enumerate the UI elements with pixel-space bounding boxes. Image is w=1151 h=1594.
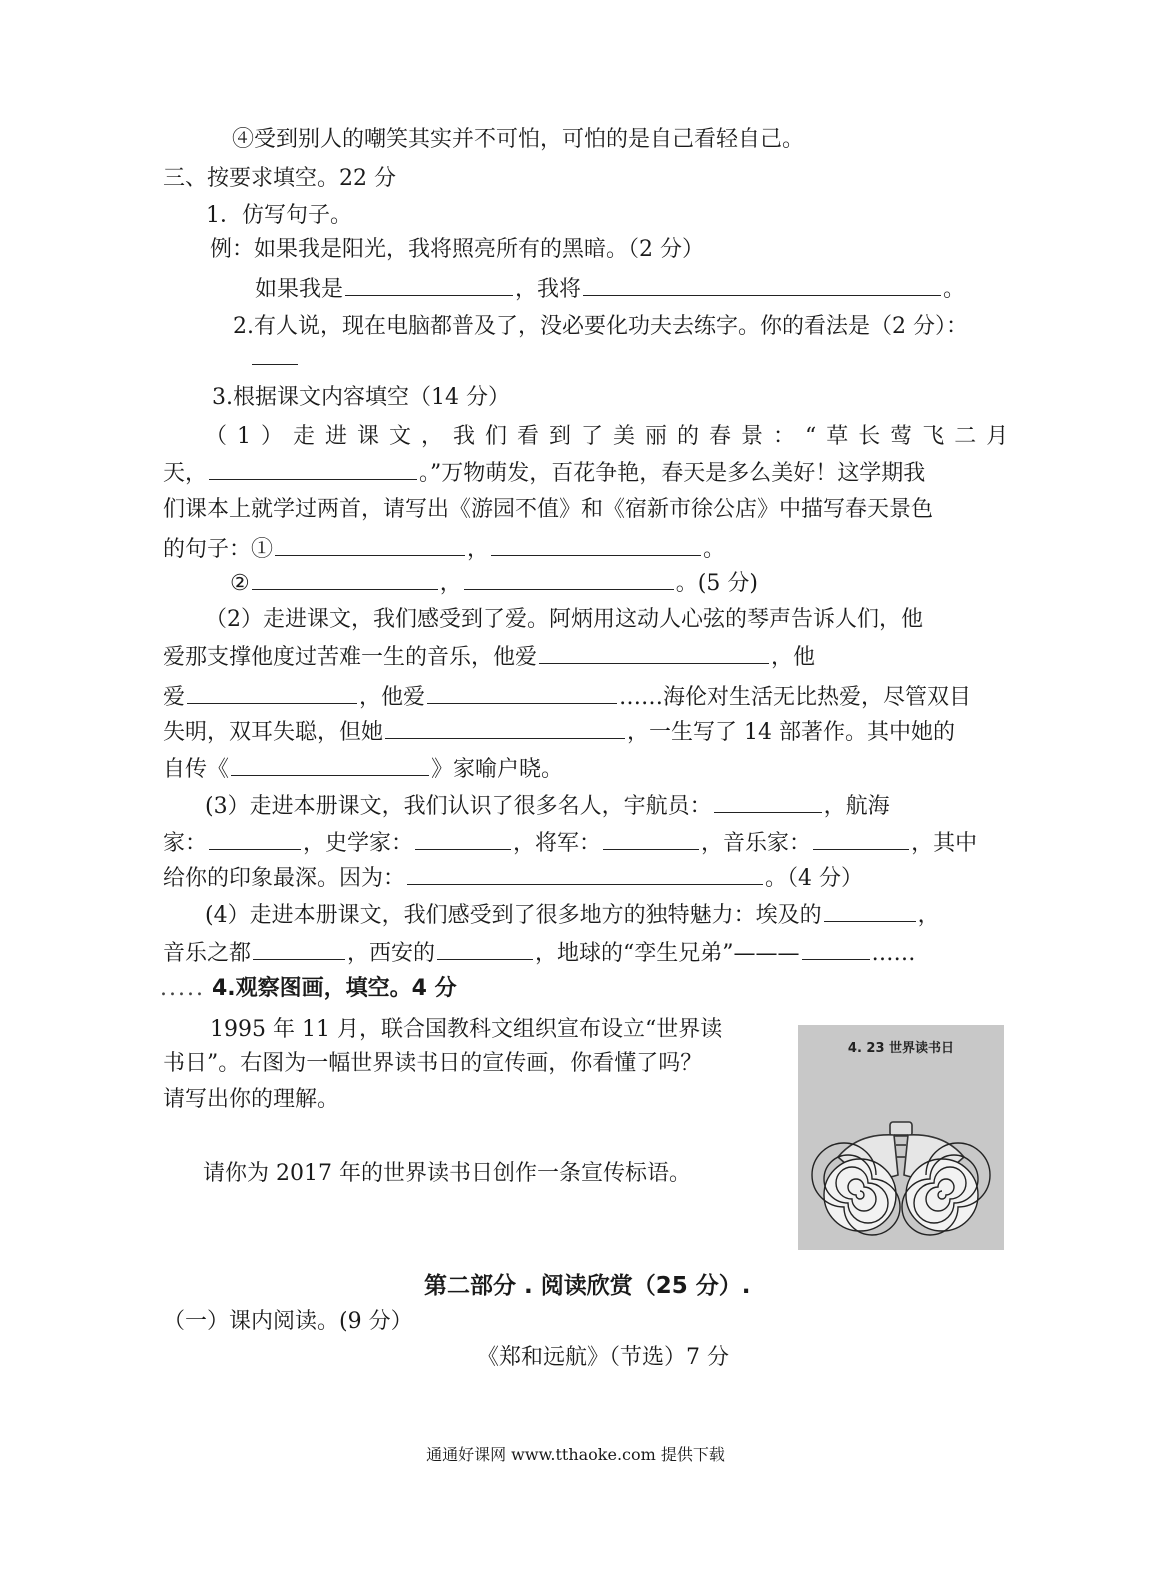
q1-example: 例：如果我是阳光，我将照亮所有的黑暗。（2 分）: [210, 237, 704, 262]
q3-4-line1: (4）走进本册课文，我们感受到了很多地方的独特魅力：埃及的 ，: [205, 899, 940, 932]
blank-6[interactable]: [252, 567, 438, 590]
blank-13[interactable]: [714, 790, 822, 813]
q3-1-line4: 的句子：① ， 。: [163, 533, 725, 566]
q2-answer-line[interactable]: [250, 342, 300, 375]
poster-title: 4. 23 世界读书日: [847, 1041, 955, 1056]
world-book-day-poster: [798, 1025, 1004, 1250]
q3-2-line3: 爱 ，他爱 ……海伦对生活无比热爱，尽管双目: [163, 681, 971, 714]
line-item-4-sentence: ④受到别人的嘲笑其实并不可怕，可怕的是自己看轻自己。: [232, 127, 805, 152]
q3-1-line5: ② ， 。(5 分): [230, 567, 758, 600]
q3-2-line2: 爱那支撑他度过苦难一生的音乐，他爱 ，他: [163, 641, 815, 674]
q1-fill-line: 如果我是 ，我将 。: [255, 273, 965, 306]
blank-10[interactable]: [427, 681, 617, 704]
q2-question: 2.有人说，现在电脑都普及了，没必要化功夫去练字。你的看法是（2 分）：: [233, 314, 968, 339]
q4-heading: ..... 4.观察图画，填空。4 分: [160, 976, 457, 1001]
q4-text-line2: 书日”。右图为一幅世界读书日的宣传画，你看懂了吗？: [163, 1051, 703, 1076]
reading-passage-title: 《郑和远航》（节选）7 分: [477, 1345, 729, 1370]
section-3-heading: 三、按要求填空。22 分: [163, 166, 396, 191]
q3-3-line3: 给你的印象最深。因为： 。（4 分）: [163, 862, 863, 895]
blank-21[interactable]: [437, 937, 533, 960]
part-2-heading: 第二部分 . 阅读欣赏（25 分）.: [424, 1273, 751, 1299]
blank-22[interactable]: [802, 937, 870, 960]
blank-18[interactable]: [407, 862, 763, 885]
blank-1[interactable]: [345, 273, 513, 296]
q3-2-line5: 自传《 》家喻户晓。: [163, 753, 563, 786]
q3-3-line1: (3）走进本册课文，我们认识了很多名人，宇航员： ，航海: [205, 790, 890, 823]
q3-2-line1: （2）走进课文，我们感受到了爱。阿炳用这动人心弦的琴声告诉人们，他: [205, 607, 923, 632]
footer-credit: 通通好课网 www.tthaoke.com 提供下载: [426, 1445, 725, 1464]
blank-17[interactable]: [813, 827, 909, 850]
q3-1-line1: （1）走进课文，我们看到了美丽的春景：“草长莺飞二月: [205, 424, 1019, 449]
blank-20[interactable]: [253, 937, 345, 960]
blank-4[interactable]: [275, 533, 465, 556]
blank-2[interactable]: [583, 273, 941, 296]
blank-15[interactable]: [415, 827, 511, 850]
blank-19[interactable]: [824, 899, 916, 922]
q3-heading: 3.根据课文内容填空（14 分）: [212, 385, 510, 410]
q3-3-line2: 家： ，史学家： ，将军： ，音乐家： ，其中: [163, 827, 977, 860]
q3-1-line3: 们课本上就学过两首，请写出《游园不值》和《宿新市徐公店》中描写春天景色: [163, 497, 934, 522]
q4-text-line3: 请写出你的理解。: [163, 1087, 340, 1112]
q4-text-line1: 1995 年 11 月，联合国教科文组织宣布设立“世界读: [210, 1017, 723, 1042]
q3-4-line2: 音乐之都 ，西安的 ，地球的“孪生兄弟”——— ……: [163, 937, 916, 970]
blank-7[interactable]: [464, 567, 674, 590]
blank-11[interactable]: [385, 716, 625, 739]
blank-12[interactable]: [231, 753, 429, 776]
q1-heading: 1．仿写句子。: [206, 203, 352, 228]
reading-section-1-heading: （一）课内阅读。(9 分）: [163, 1309, 413, 1334]
q3-2-line4: 失明，双耳失聪，但她 ，一生写了 14 部著作。其中她的: [163, 716, 955, 749]
q4-slogan-prompt: 请你为 2017 年的世界读书日创作一条宣传标语。: [203, 1161, 691, 1186]
blank-8[interactable]: [539, 641, 769, 664]
blank-5[interactable]: [491, 533, 701, 556]
blank-16[interactable]: [603, 827, 699, 850]
blank-14[interactable]: [209, 827, 301, 850]
blank-9[interactable]: [187, 681, 357, 704]
blank-3[interactable]: [209, 457, 417, 480]
binocular-scroll-illustration: [798, 1025, 1004, 1250]
q3-1-line2: 天， 。”万物萌发，百花争艳，春天是多么美好！这学期我: [163, 457, 925, 490]
